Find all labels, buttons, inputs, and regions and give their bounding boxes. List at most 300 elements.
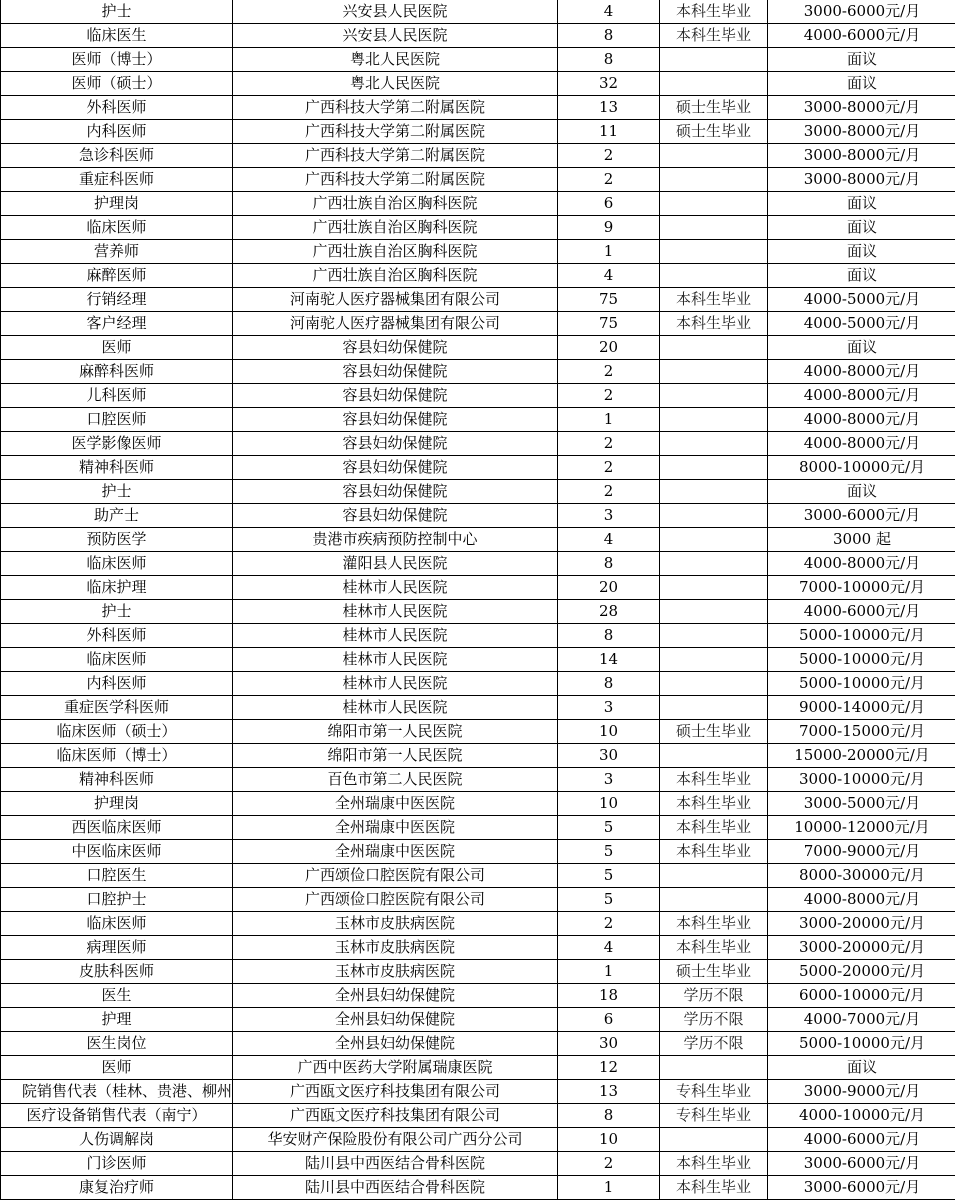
table-row [1, 624, 955, 648]
headcount-cell: 8 [558, 624, 660, 648]
salary-cell: 15000-20000元/月 [768, 744, 955, 768]
education-cell: 专科生毕业 [660, 1080, 768, 1104]
headcount-cell: 30 [558, 744, 660, 768]
salary-cell: 面议 [768, 264, 955, 288]
employer-cell: 广西颂俭口腔医院有限公司 [233, 864, 558, 888]
table-row [1, 408, 955, 432]
salary-cell: 4000-6000元/月 [768, 1128, 955, 1152]
salary-cell: 3000 起 [768, 528, 955, 552]
employer-cell: 绵阳市第一人民医院 [233, 744, 558, 768]
position-cell: 医师 [1, 1056, 233, 1080]
employer-cell: 桂林市人民医院 [233, 696, 558, 720]
headcount-cell: 12 [558, 1056, 660, 1080]
headcount-cell: 20 [558, 336, 660, 360]
employer-cell: 玉林市皮肤病医院 [233, 960, 558, 984]
salary-cell: 3000-6000元/月 [768, 504, 955, 528]
salary-cell: 面议 [768, 480, 955, 504]
position-cell: 护理岗 [1, 792, 233, 816]
table-row [1, 960, 955, 984]
position-cell: 医疗设备销售代表（南宁） [1, 1104, 233, 1128]
position-cell: 护理岗 [1, 192, 233, 216]
salary-cell: 3000-20000元/月 [768, 912, 955, 936]
education-cell [660, 1128, 768, 1152]
salary-cell: 3000-6000元/月 [768, 1176, 955, 1200]
employer-cell: 容县妇幼保健院 [233, 456, 558, 480]
headcount-cell: 10 [558, 1128, 660, 1152]
employer-cell: 绵阳市第一人民医院 [233, 720, 558, 744]
headcount-cell: 10 [558, 720, 660, 744]
headcount-cell: 5 [558, 816, 660, 840]
position-cell: 麻醉科医师 [1, 360, 233, 384]
headcount-cell: 30 [558, 1032, 660, 1056]
education-cell: 硕士生毕业 [660, 96, 768, 120]
salary-cell: 3000-20000元/月 [768, 936, 955, 960]
education-cell: 学历不限 [660, 1008, 768, 1032]
position-cell: 护士 [1, 600, 233, 624]
education-cell [660, 216, 768, 240]
salary-cell: 面议 [768, 336, 955, 360]
position-cell: 西医临床医师 [1, 816, 233, 840]
education-cell [660, 672, 768, 696]
table-row [1, 888, 955, 912]
table-row [1, 984, 955, 1008]
headcount-cell: 4 [558, 0, 660, 24]
position-cell: 医师（硕士） [1, 72, 233, 96]
table-row [1, 1104, 955, 1128]
table-row [1, 240, 955, 264]
salary-cell: 3000-10000元/月 [768, 768, 955, 792]
headcount-cell: 28 [558, 600, 660, 624]
position-cell: 精神科医师 [1, 768, 233, 792]
employer-cell: 陆川县中西医结合骨科医院 [233, 1176, 558, 1200]
headcount-cell: 10 [558, 792, 660, 816]
position-cell: 临床医生 [1, 24, 233, 48]
salary-cell: 4000-8000元/月 [768, 408, 955, 432]
education-cell: 专科生毕业 [660, 1104, 768, 1128]
table-row [1, 264, 955, 288]
salary-cell: 10000-12000元/月 [768, 816, 955, 840]
education-cell [660, 48, 768, 72]
position-cell: 内科医师 [1, 120, 233, 144]
headcount-cell: 6 [558, 1008, 660, 1032]
employer-cell: 全州县妇幼保健院 [233, 1032, 558, 1056]
employer-cell: 玉林市皮肤病医院 [233, 936, 558, 960]
salary-cell: 8000-10000元/月 [768, 456, 955, 480]
education-cell [660, 384, 768, 408]
position-cell: 临床医师 [1, 552, 233, 576]
salary-cell: 5000-20000元/月 [768, 960, 955, 984]
employer-cell: 广西壮族自治区胸科医院 [233, 240, 558, 264]
headcount-cell: 8 [558, 1104, 660, 1128]
education-cell [660, 528, 768, 552]
headcount-cell: 8 [558, 48, 660, 72]
salary-cell: 5000-10000元/月 [768, 1032, 955, 1056]
employer-cell: 陆川县中西医结合骨科医院 [233, 1152, 558, 1176]
education-cell [660, 552, 768, 576]
employer-cell: 广西中医药大学附属瑞康医院 [233, 1056, 558, 1080]
education-cell [660, 888, 768, 912]
position-cell: 中医临床医师 [1, 840, 233, 864]
employer-cell: 桂林市人民医院 [233, 672, 558, 696]
position-cell: 医师 [1, 336, 233, 360]
table-row [1, 504, 955, 528]
position-cell: 临床医师 [1, 912, 233, 936]
employer-cell: 河南驼人医疗器械集团有限公司 [233, 312, 558, 336]
education-cell: 本科生毕业 [660, 288, 768, 312]
employer-cell: 河南驼人医疗器械集团有限公司 [233, 288, 558, 312]
employer-cell: 兴安县人民医院 [233, 0, 558, 24]
headcount-cell: 14 [558, 648, 660, 672]
position-cell: 儿科医师 [1, 384, 233, 408]
education-cell: 本科生毕业 [660, 912, 768, 936]
position-cell: 院销售代表（桂林、贵港、柳州 [1, 1080, 233, 1104]
education-cell: 本科生毕业 [660, 816, 768, 840]
table-row [1, 648, 955, 672]
table-row [1, 792, 955, 816]
salary-cell: 4000-5000元/月 [768, 288, 955, 312]
employer-cell: 全州瑞康中医医院 [233, 840, 558, 864]
employer-cell: 华安财产保险股份有限公司广西分公司 [233, 1128, 558, 1152]
education-cell [660, 600, 768, 624]
employer-cell: 广西瓯文医疗科技集团有限公司 [233, 1080, 558, 1104]
employer-cell: 粤北人民医院 [233, 48, 558, 72]
position-cell: 护士 [1, 0, 233, 24]
position-cell: 客户经理 [1, 312, 233, 336]
table-row [1, 360, 955, 384]
salary-cell: 4000-7000元/月 [768, 1008, 955, 1032]
table-row [1, 312, 955, 336]
education-cell: 学历不限 [660, 984, 768, 1008]
table-row [1, 576, 955, 600]
salary-cell: 4000-8000元/月 [768, 888, 955, 912]
table-row [1, 480, 955, 504]
education-cell [660, 744, 768, 768]
employer-cell: 广西科技大学第二附属医院 [233, 120, 558, 144]
position-cell: 助产士 [1, 504, 233, 528]
position-cell: 护理 [1, 1008, 233, 1032]
table-row [1, 144, 955, 168]
headcount-cell: 11 [558, 120, 660, 144]
employer-cell: 容县妇幼保健院 [233, 504, 558, 528]
education-cell [660, 504, 768, 528]
employer-cell: 容县妇幼保健院 [233, 408, 558, 432]
table-row [1, 168, 955, 192]
headcount-cell: 75 [558, 312, 660, 336]
headcount-cell: 5 [558, 864, 660, 888]
table-row [1, 1032, 955, 1056]
education-cell [660, 456, 768, 480]
position-cell: 临床医师（硕士） [1, 720, 233, 744]
education-cell: 本科生毕业 [660, 0, 768, 24]
table-row [1, 1056, 955, 1080]
education-cell [660, 408, 768, 432]
table-row [1, 96, 955, 120]
salary-cell: 3000-5000元/月 [768, 792, 955, 816]
headcount-cell: 2 [558, 168, 660, 192]
employer-cell: 全州瑞康中医医院 [233, 792, 558, 816]
salary-cell: 3000-6000元/月 [768, 1152, 955, 1176]
headcount-cell: 2 [558, 144, 660, 168]
table-row [1, 1008, 955, 1032]
employer-cell: 玉林市皮肤病医院 [233, 912, 558, 936]
education-cell [660, 240, 768, 264]
position-cell: 精神科医师 [1, 456, 233, 480]
education-cell: 本科生毕业 [660, 1176, 768, 1200]
headcount-cell: 1 [558, 240, 660, 264]
employer-cell: 桂林市人民医院 [233, 600, 558, 624]
employer-cell: 广西科技大学第二附属医院 [233, 96, 558, 120]
employer-cell: 容县妇幼保健院 [233, 360, 558, 384]
employer-cell: 容县妇幼保健院 [233, 480, 558, 504]
employer-cell: 容县妇幼保健院 [233, 384, 558, 408]
table-row [1, 816, 955, 840]
headcount-cell: 5 [558, 888, 660, 912]
headcount-cell: 2 [558, 432, 660, 456]
education-cell [660, 168, 768, 192]
employer-cell: 桂林市人民医院 [233, 576, 558, 600]
employer-cell: 百色市第二人民医院 [233, 768, 558, 792]
headcount-cell: 13 [558, 96, 660, 120]
education-cell: 硕士生毕业 [660, 120, 768, 144]
education-cell [660, 864, 768, 888]
salary-cell: 3000-8000元/月 [768, 168, 955, 192]
position-cell: 口腔医生 [1, 864, 233, 888]
position-cell: 麻醉医师 [1, 264, 233, 288]
table-row [1, 216, 955, 240]
employer-cell: 广西科技大学第二附属医院 [233, 144, 558, 168]
education-cell [660, 432, 768, 456]
table-row [1, 864, 955, 888]
headcount-cell: 32 [558, 72, 660, 96]
table-row [1, 432, 955, 456]
salary-cell: 4000-6000元/月 [768, 600, 955, 624]
headcount-cell: 1 [558, 1176, 660, 1200]
position-cell: 重症科医师 [1, 168, 233, 192]
education-cell [660, 72, 768, 96]
table-row [1, 120, 955, 144]
table-row [1, 552, 955, 576]
position-cell: 门诊医师 [1, 1152, 233, 1176]
headcount-cell: 9 [558, 216, 660, 240]
education-cell: 本科生毕业 [660, 312, 768, 336]
table-row [1, 336, 955, 360]
salary-cell: 9000-14000元/月 [768, 696, 955, 720]
headcount-cell: 20 [558, 576, 660, 600]
table-row [1, 912, 955, 936]
education-cell: 学历不限 [660, 1032, 768, 1056]
table-row [1, 456, 955, 480]
education-cell: 本科生毕业 [660, 840, 768, 864]
salary-cell: 面议 [768, 1056, 955, 1080]
employer-cell: 广西壮族自治区胸科医院 [233, 264, 558, 288]
education-cell [660, 648, 768, 672]
employer-cell: 全州县妇幼保健院 [233, 1008, 558, 1032]
headcount-cell: 1 [558, 960, 660, 984]
salary-cell: 3000-6000元/月 [768, 0, 955, 24]
headcount-cell: 2 [558, 360, 660, 384]
employer-cell: 贵港市疾病预防控制中心 [233, 528, 558, 552]
education-cell [660, 696, 768, 720]
headcount-cell: 2 [558, 384, 660, 408]
headcount-cell: 18 [558, 984, 660, 1008]
table-row [1, 24, 955, 48]
position-cell: 内科医师 [1, 672, 233, 696]
salary-cell: 7000-10000元/月 [768, 576, 955, 600]
employer-cell: 广西壮族自治区胸科医院 [233, 192, 558, 216]
table-row [1, 1080, 955, 1104]
salary-cell: 6000-10000元/月 [768, 984, 955, 1008]
salary-cell: 3000-8000元/月 [768, 120, 955, 144]
position-cell: 临床医师 [1, 216, 233, 240]
headcount-cell: 13 [558, 1080, 660, 1104]
salary-cell: 5000-10000元/月 [768, 672, 955, 696]
table-row [1, 528, 955, 552]
table-body [1, 0, 955, 1200]
salary-cell: 8000-30000元/月 [768, 864, 955, 888]
salary-cell: 4000-8000元/月 [768, 360, 955, 384]
employer-cell: 桂林市人民医院 [233, 648, 558, 672]
employer-cell: 全州瑞康中医医院 [233, 816, 558, 840]
position-cell: 皮肤科医师 [1, 960, 233, 984]
position-cell: 外科医师 [1, 96, 233, 120]
table-row [1, 192, 955, 216]
table-row [1, 936, 955, 960]
position-cell: 口腔医师 [1, 408, 233, 432]
education-cell [660, 192, 768, 216]
headcount-cell: 2 [558, 912, 660, 936]
table-row [1, 1152, 955, 1176]
salary-cell: 7000-15000元/月 [768, 720, 955, 744]
employer-cell: 广西科技大学第二附属医院 [233, 168, 558, 192]
employer-cell: 广西壮族自治区胸科医院 [233, 216, 558, 240]
table-row [1, 744, 955, 768]
headcount-cell: 4 [558, 936, 660, 960]
headcount-cell: 3 [558, 696, 660, 720]
salary-cell: 5000-10000元/月 [768, 648, 955, 672]
position-cell: 行销经理 [1, 288, 233, 312]
position-cell: 病理医师 [1, 936, 233, 960]
salary-cell: 4000-5000元/月 [768, 312, 955, 336]
headcount-cell: 3 [558, 504, 660, 528]
table-row [1, 672, 955, 696]
table-row [1, 0, 955, 24]
headcount-cell: 8 [558, 672, 660, 696]
education-cell: 硕士生毕业 [660, 720, 768, 744]
position-cell: 急诊科医师 [1, 144, 233, 168]
employer-cell: 容县妇幼保健院 [233, 432, 558, 456]
table-row [1, 696, 955, 720]
employer-cell: 容县妇幼保健院 [233, 336, 558, 360]
headcount-cell: 8 [558, 552, 660, 576]
salary-cell: 面议 [768, 72, 955, 96]
education-cell: 本科生毕业 [660, 792, 768, 816]
headcount-cell: 8 [558, 24, 660, 48]
salary-cell: 4000-6000元/月 [768, 24, 955, 48]
salary-cell: 4000-8000元/月 [768, 432, 955, 456]
education-cell [660, 624, 768, 648]
table-row [1, 768, 955, 792]
table-row [1, 600, 955, 624]
employer-cell: 兴安县人民医院 [233, 24, 558, 48]
headcount-cell: 1 [558, 408, 660, 432]
education-cell: 本科生毕业 [660, 936, 768, 960]
headcount-cell: 2 [558, 480, 660, 504]
position-cell: 医学影像医师 [1, 432, 233, 456]
position-cell: 护士 [1, 480, 233, 504]
position-cell: 重症医学科医师 [1, 696, 233, 720]
salary-cell: 5000-10000元/月 [768, 624, 955, 648]
table-row [1, 72, 955, 96]
education-cell [660, 144, 768, 168]
education-cell [660, 576, 768, 600]
education-cell [660, 480, 768, 504]
headcount-cell: 3 [558, 768, 660, 792]
position-cell: 外科医师 [1, 624, 233, 648]
salary-cell: 4000-8000元/月 [768, 552, 955, 576]
employer-cell: 粤北人民医院 [233, 72, 558, 96]
headcount-cell: 5 [558, 840, 660, 864]
headcount-cell: 6 [558, 192, 660, 216]
education-cell: 硕士生毕业 [660, 960, 768, 984]
education-cell: 本科生毕业 [660, 1152, 768, 1176]
employer-cell: 广西颂俭口腔医院有限公司 [233, 888, 558, 912]
salary-cell: 3000-9000元/月 [768, 1080, 955, 1104]
salary-cell: 3000-8000元/月 [768, 96, 955, 120]
education-cell: 本科生毕业 [660, 24, 768, 48]
position-cell: 临床医师 [1, 648, 233, 672]
salary-cell: 面议 [768, 240, 955, 264]
headcount-cell: 2 [558, 456, 660, 480]
table-row [1, 1176, 955, 1200]
headcount-cell: 75 [558, 288, 660, 312]
position-cell: 医生岗位 [1, 1032, 233, 1056]
salary-cell: 3000-8000元/月 [768, 144, 955, 168]
table-row [1, 288, 955, 312]
table-row [1, 1128, 955, 1152]
position-cell: 康复治疗师 [1, 1176, 233, 1200]
education-cell [660, 336, 768, 360]
education-cell: 本科生毕业 [660, 768, 768, 792]
headcount-cell: 4 [558, 528, 660, 552]
position-cell: 营养师 [1, 240, 233, 264]
table-row [1, 720, 955, 744]
education-cell [660, 264, 768, 288]
education-cell [660, 360, 768, 384]
employer-cell: 广西瓯文医疗科技集团有限公司 [233, 1104, 558, 1128]
salary-cell: 4000-8000元/月 [768, 384, 955, 408]
table-row [1, 48, 955, 72]
table-row [1, 840, 955, 864]
position-cell: 预防医学 [1, 528, 233, 552]
position-cell: 临床医师（博士） [1, 744, 233, 768]
salary-cell: 面议 [768, 192, 955, 216]
position-cell: 口腔护士 [1, 888, 233, 912]
employer-cell: 桂林市人民医院 [233, 624, 558, 648]
salary-cell: 面议 [768, 48, 955, 72]
position-cell: 人伤调解岗 [1, 1128, 233, 1152]
table-row [1, 384, 955, 408]
salary-cell: 7000-9000元/月 [768, 840, 955, 864]
employer-cell: 全州县妇幼保健院 [233, 984, 558, 1008]
salary-cell: 4000-10000元/月 [768, 1104, 955, 1128]
position-cell: 医师（博士） [1, 48, 233, 72]
employer-cell: 灌阳县人民医院 [233, 552, 558, 576]
position-cell: 医生 [1, 984, 233, 1008]
education-cell [660, 1056, 768, 1080]
headcount-cell: 2 [558, 1152, 660, 1176]
position-cell: 临床护理 [1, 576, 233, 600]
headcount-cell: 4 [558, 264, 660, 288]
